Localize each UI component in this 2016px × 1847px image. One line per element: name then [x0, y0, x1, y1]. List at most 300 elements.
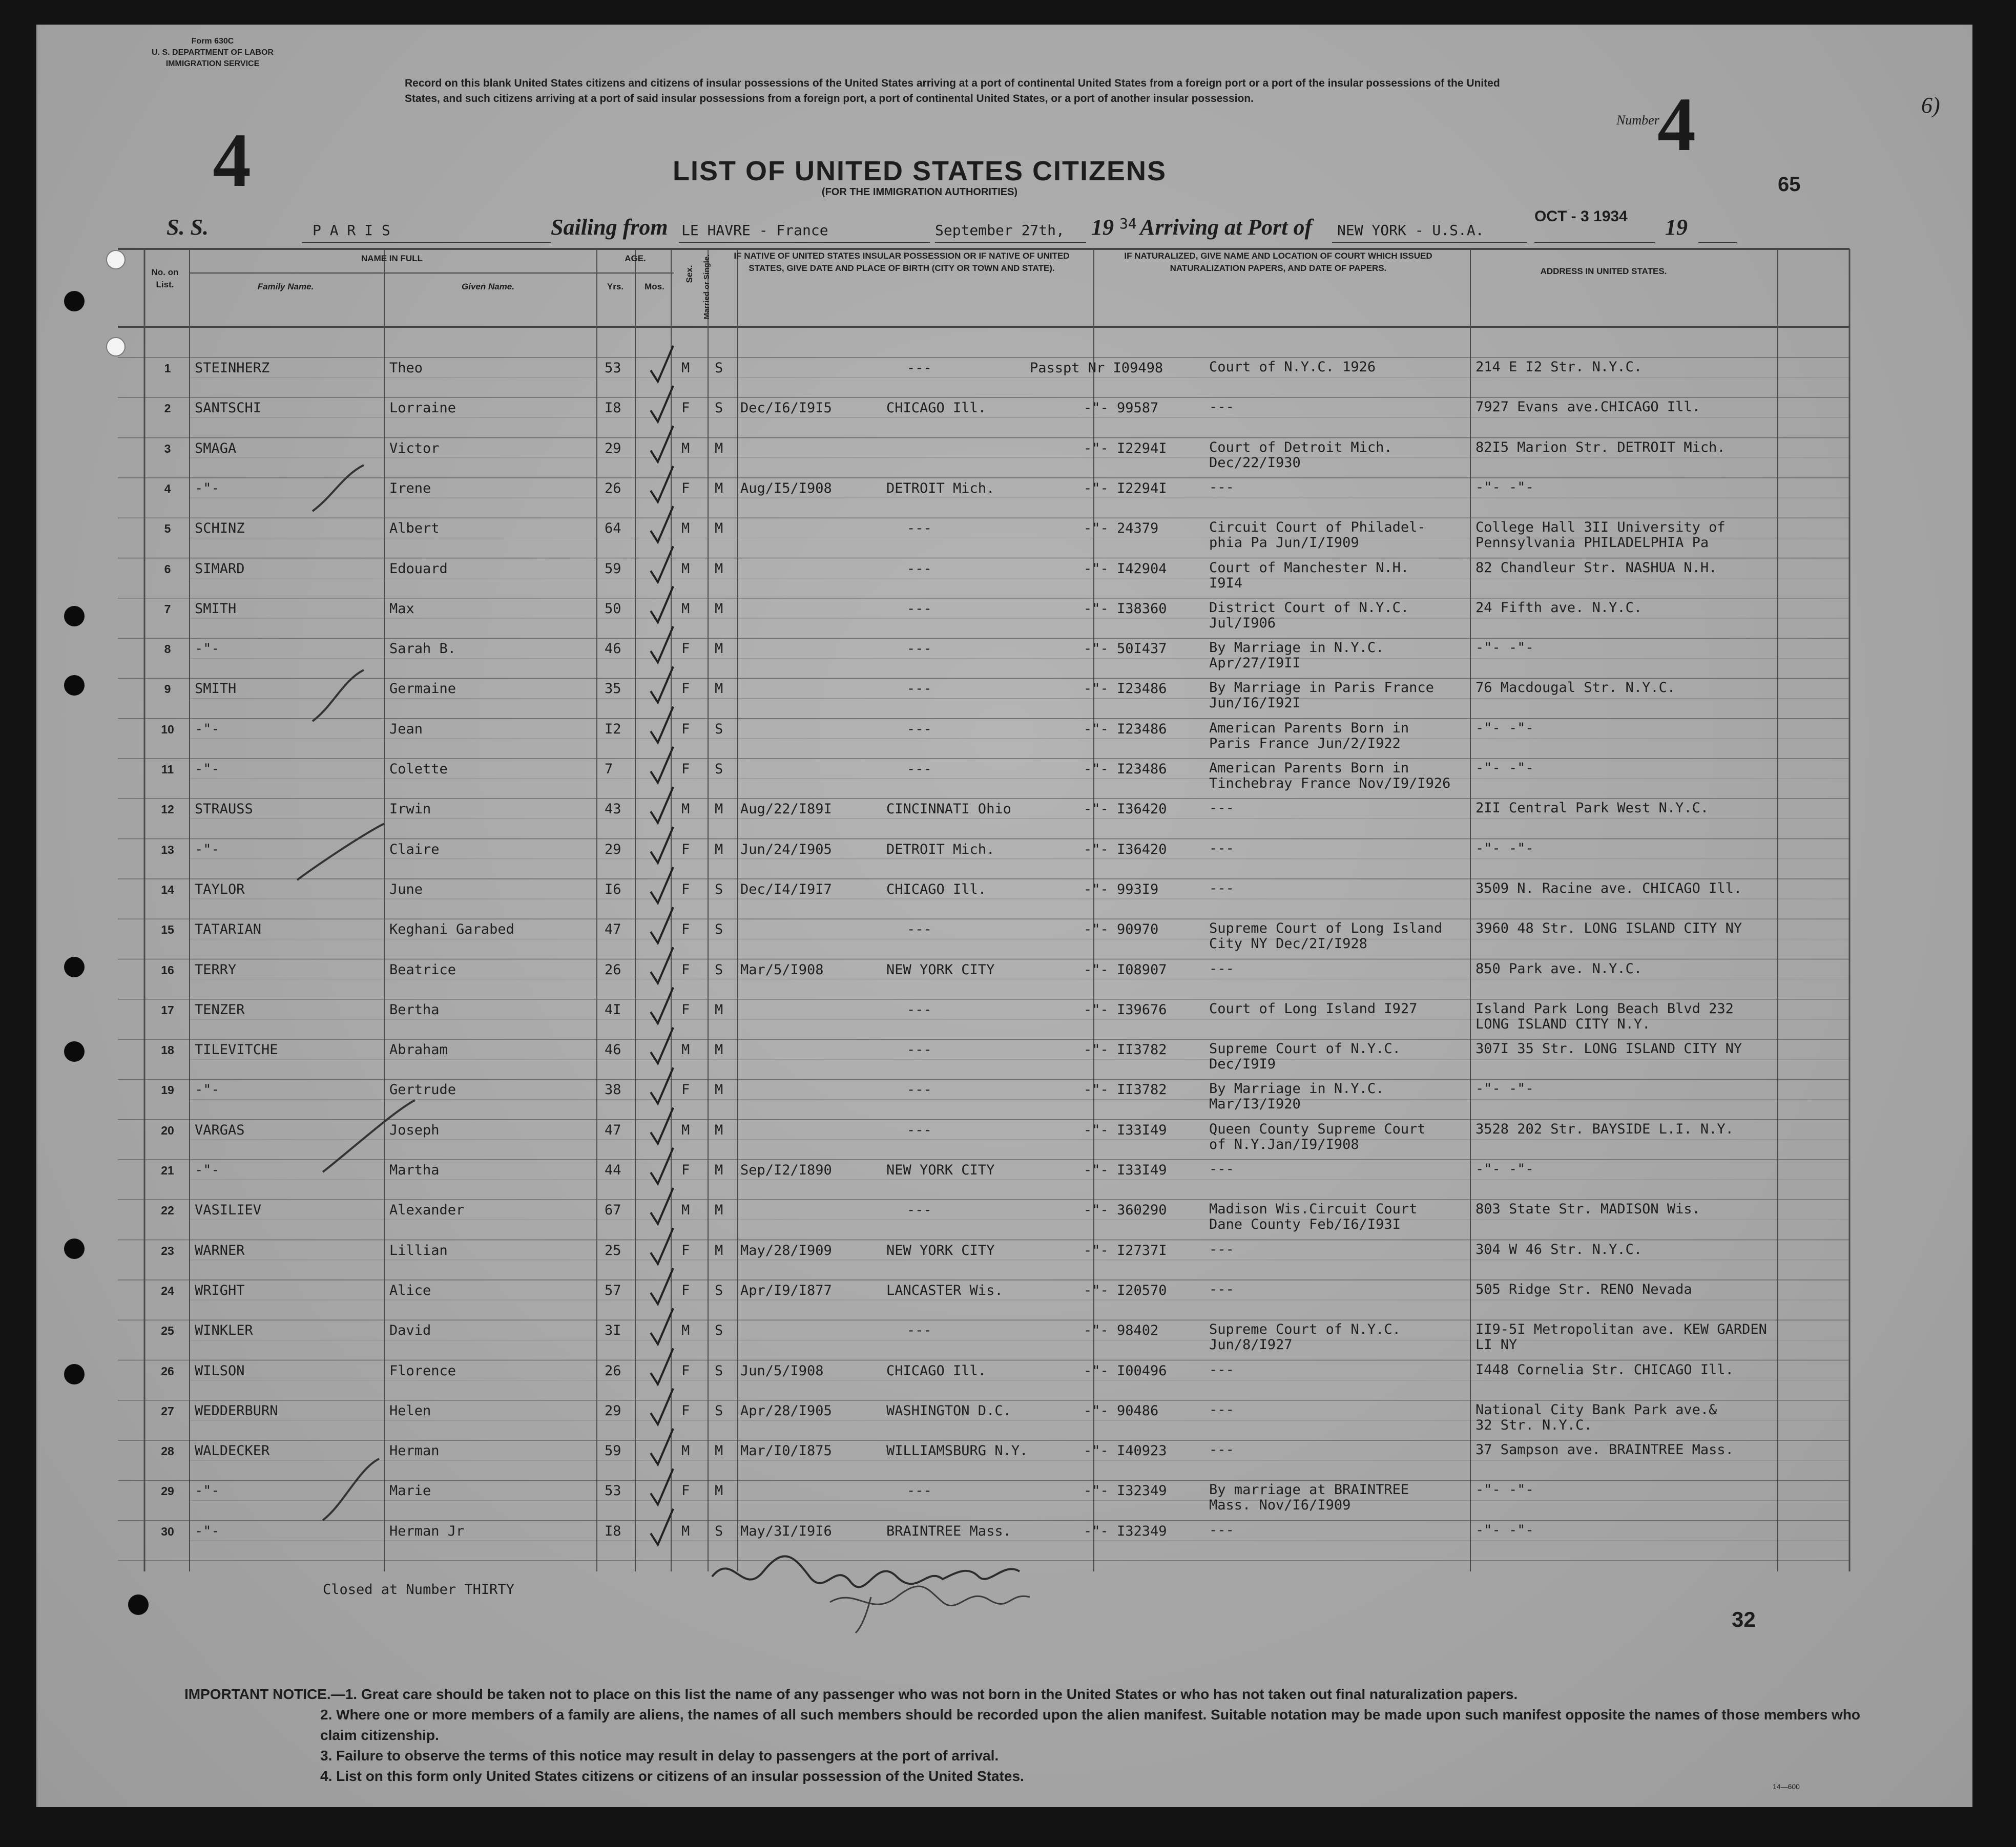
inspector-signature	[702, 1541, 1122, 1638]
row-number: 20	[161, 1123, 174, 1137]
naturalization-court: Mar/I3/I920	[1209, 1096, 1301, 1113]
department-name: U. S. DEPARTMENT OF LABOR	[152, 48, 274, 57]
marital-status: S	[715, 360, 723, 376]
passport-number: -"- 50I437	[1084, 641, 1167, 657]
address: Pennsylvania PHILADELPHIA Pa	[1475, 535, 1709, 551]
given-name: Alice	[389, 1282, 431, 1298]
naturalization-court: City NY Dec/2I/I928	[1209, 936, 1367, 952]
sailing-label: Sailing from	[551, 215, 668, 240]
marital-status: S	[715, 1323, 723, 1339]
family-name: VASILIEV	[195, 1202, 262, 1219]
birth-place: ---	[907, 921, 932, 938]
family-name: TATARIAN	[195, 921, 262, 938]
given-name: Bertha	[389, 1001, 440, 1018]
passport-number: -"- I23486	[1084, 761, 1167, 777]
birth-date: Mar/I0/I875	[740, 1443, 832, 1459]
handwritten-annotation	[297, 824, 384, 880]
naturalization-court: Jun/I6/I92I	[1209, 695, 1301, 711]
naturalization-court: ---	[1209, 1241, 1234, 1257]
check-mark	[651, 1509, 673, 1545]
row-number: 1	[164, 362, 171, 375]
sex: M	[681, 600, 690, 617]
birth-place: DETROIT Mich.	[886, 841, 995, 857]
family-name: TILEVITCHE	[195, 1042, 278, 1058]
naturalization-court: ---	[1209, 399, 1234, 415]
family-name: -"-	[195, 721, 220, 737]
address: 307I 35 Str. LONG ISLAND CITY NY	[1475, 1041, 1742, 1057]
col-header-name: NAME IN FULL	[361, 254, 423, 263]
naturalization-court: Queen County Supreme Court	[1209, 1121, 1426, 1137]
birth-place: CHICAGO Ill.	[886, 1362, 987, 1379]
age-years: I6	[605, 881, 621, 897]
check-mark	[651, 626, 673, 662]
given-name: Lillian	[389, 1242, 448, 1258]
sex: F	[681, 1402, 690, 1419]
passport-number: -"- I32349	[1084, 1523, 1167, 1539]
marital-status: S	[715, 1282, 723, 1298]
marital-status: M	[715, 1443, 723, 1459]
address: National City Bank Park ave.&	[1475, 1401, 1717, 1418]
handwritten-annotation	[323, 1459, 379, 1520]
birth-date: May/28/I909	[740, 1242, 832, 1258]
family-name: -"-	[195, 1162, 220, 1178]
naturalization-court: Paris France Jun/2/I922	[1209, 735, 1401, 751]
naturalization-court: Supreme Court of N.Y.C.	[1209, 1321, 1401, 1338]
row-number: 28	[161, 1444, 174, 1458]
check-mark	[651, 747, 673, 783]
birth-place: WILLIAMSBURG N.Y.	[886, 1443, 1028, 1459]
marital-status: M	[715, 600, 723, 617]
notice-label: IMPORTANT NOTICE.—	[184, 1686, 345, 1702]
form-number: Form 630C	[191, 37, 234, 46]
naturalization-court: ---	[1209, 840, 1234, 856]
punch-hole	[106, 250, 126, 269]
marital-status: S	[715, 721, 723, 737]
sex: M	[681, 1042, 690, 1058]
age-years: 47	[605, 1122, 621, 1138]
given-name: Irene	[389, 480, 431, 496]
number-label: Number	[1616, 113, 1659, 128]
family-name: -"-	[195, 480, 220, 496]
naturalization-court: phia Pa Jun/I/I909	[1209, 535, 1359, 551]
given-name: Helen	[389, 1402, 431, 1419]
address: 24 Fifth ave. N.Y.C.	[1475, 599, 1643, 616]
arrival-date-stamp: OCT - 3 1934	[1534, 208, 1628, 225]
family-name: SCHINZ	[195, 520, 245, 537]
check-mark	[651, 1027, 673, 1063]
address: 304 W 46 Str. N.Y.C.	[1475, 1241, 1643, 1257]
naturalization-court: Court of Manchester N.H.	[1209, 559, 1409, 576]
page-number-stamp: 32	[1732, 1607, 1756, 1631]
family-name: -"-	[195, 1523, 220, 1539]
family-name: -"-	[195, 1082, 220, 1098]
passport-number: -"- I33I49	[1084, 1162, 1167, 1178]
handwritten-annotation	[313, 465, 364, 511]
passport-number: -"- I23486	[1084, 721, 1167, 737]
left-list-mark: 4	[213, 118, 251, 203]
naturalization-court: ---	[1209, 1281, 1234, 1297]
age-years: 35	[605, 681, 621, 697]
naturalization-court: By marriage at BRAINTREE	[1209, 1482, 1409, 1498]
family-name: STEINHERZ	[195, 360, 270, 376]
address: -"- -"-	[1475, 840, 1534, 856]
sex: F	[681, 1282, 690, 1298]
row-number: 25	[161, 1324, 174, 1338]
sex: F	[681, 641, 690, 657]
birth-date: May/3I/I9I6	[740, 1523, 832, 1539]
check-mark	[651, 707, 673, 743]
naturalization-court: ---	[1209, 1361, 1234, 1378]
birth-place: ---	[907, 721, 932, 737]
given-name: David	[389, 1323, 431, 1339]
passport-number: -"- I23486	[1084, 681, 1167, 697]
address: Island Park Long Beach Blvd 232	[1475, 1000, 1734, 1017]
given-name: Claire	[389, 841, 440, 857]
list-number: 4	[1657, 82, 1696, 167]
naturalization-court: ---	[1209, 479, 1234, 495]
col-header-family: Family Name.	[257, 282, 314, 291]
given-name: Marie	[389, 1483, 431, 1499]
age-years: 38	[605, 1082, 621, 1098]
birth-place: CHICAGO Ill.	[886, 881, 987, 897]
birth-place: DETROIT Mich.	[886, 480, 995, 496]
marital-status: M	[715, 1042, 723, 1058]
row-number: 9	[164, 682, 171, 696]
given-name: Herman Jr	[389, 1523, 465, 1539]
address: 7927 Evans ave.CHICAGO Ill.	[1475, 399, 1700, 415]
sex: M	[681, 520, 690, 537]
given-name: Joseph	[389, 1122, 440, 1138]
sailing-date: September 27th,	[935, 222, 1065, 239]
naturalization-court: Dec/22/I930	[1209, 454, 1301, 471]
address: 850 Park ave. N.Y.C.	[1475, 960, 1643, 977]
punch-hole	[64, 957, 85, 977]
naturalization-court: By Marriage in N.Y.C.	[1209, 1081, 1384, 1097]
naturalization-court: District Court of N.Y.C.	[1209, 599, 1409, 616]
birth-place: CHICAGO Ill.	[886, 400, 987, 416]
given-name: Herman	[389, 1443, 440, 1459]
sex: F	[681, 921, 690, 938]
row-number: 17	[161, 1003, 174, 1017]
check-mark	[651, 1349, 673, 1384]
birth-place: ---	[907, 1122, 932, 1138]
sex: F	[681, 480, 690, 496]
age-years: I8	[605, 1523, 621, 1539]
birth-date: Sep/I2/I890	[740, 1162, 832, 1178]
age-years: 7	[605, 761, 613, 777]
service-name: IMMIGRATION SERVICE	[165, 59, 260, 68]
form-print-code: 14—600	[1773, 1782, 1800, 1791]
notice-item-2: 2. Where one or more members of a family are aliens, the names of all such members should be recorded upon the alien manifest. Suitable notation may be made upon such manifest opposite the names of those members who claim citizenship.	[320, 1707, 1861, 1743]
given-name: Keghani Garabed	[389, 921, 514, 938]
birth-date: Apr/28/I905	[740, 1402, 832, 1419]
check-mark	[651, 1468, 673, 1504]
address: -"- -"-	[1475, 720, 1534, 736]
birth-place: ---	[907, 1042, 932, 1058]
given-name: Gertrude	[389, 1082, 456, 1098]
passport-number: -"- I33I49	[1084, 1122, 1167, 1138]
age-years: 67	[605, 1202, 621, 1219]
col-header-address: ADDRESS IN UNITED STATES.	[1540, 266, 1667, 276]
check-mark	[651, 586, 673, 622]
address: II9-5I Metropolitan ave. KEW GARDEN	[1475, 1321, 1767, 1338]
given-name: Beatrice	[389, 961, 456, 978]
birth-place: BRAINTREE Mass.	[886, 1523, 1011, 1539]
passport-number: -"- I42904	[1084, 560, 1167, 577]
address: College Hall 3II University of	[1475, 519, 1726, 536]
marital-status: M	[715, 1242, 723, 1258]
address: 505 Ridge Str. RENO Nevada	[1475, 1281, 1692, 1297]
form-title: LIST OF UNITED STATES CITIZENS	[673, 156, 1167, 186]
sex: F	[681, 841, 690, 857]
check-mark	[651, 1108, 673, 1144]
passport-number: -"- I40923	[1084, 1443, 1167, 1459]
naturalization-court: ---	[1209, 1401, 1234, 1418]
given-name: Albert	[389, 520, 440, 537]
address: 214 E I2 Str. N.Y.C.	[1475, 359, 1643, 375]
family-name: STRAUSS	[195, 801, 253, 817]
marital-status: M	[715, 560, 723, 577]
naturalization-court: Court of Long Island I927	[1209, 1000, 1418, 1017]
birth-place: ---	[907, 1001, 932, 1018]
age-years: 50	[605, 600, 621, 617]
naturalization-court: Dane County Feb/I6/I93I	[1209, 1216, 1401, 1233]
sex: M	[681, 560, 690, 577]
passport-number: -"- I2294I	[1084, 480, 1167, 496]
passport-number: -"- I2737I	[1084, 1242, 1167, 1258]
row-number: 18	[161, 1043, 174, 1057]
col-header-no: No. on List.	[151, 267, 179, 289]
naturalization-court: Court of Detroit Mich.	[1209, 439, 1393, 455]
family-name: VARGAS	[195, 1122, 245, 1138]
family-name: WRIGHT	[195, 1282, 245, 1298]
check-mark	[651, 426, 673, 462]
check-mark	[651, 1188, 673, 1224]
col-header-given: Given Name.	[462, 282, 514, 291]
age-years: 3I	[605, 1323, 621, 1339]
age-years: 29	[605, 440, 621, 456]
naturalization-court: of N.Y.Jan/I9/I908	[1209, 1136, 1359, 1152]
address: 82 Chandleur Str. NASHUA N.H.	[1475, 559, 1717, 576]
row-number: 12	[161, 803, 174, 816]
form-identifier	[146, 36, 279, 70]
punch-hole	[64, 606, 85, 626]
ship-name: P A R I S	[313, 222, 390, 239]
sailing-year: 34	[1119, 215, 1137, 232]
birth-date: Dec/I6/I9I5	[740, 400, 832, 416]
marital-status: M	[715, 681, 723, 697]
passport-number: -"- II3782	[1084, 1082, 1167, 1098]
arriving-label: Arriving at Port of	[1140, 215, 1313, 240]
marital-status: M	[715, 440, 723, 456]
birth-place: NEW YORK CITY	[886, 1242, 995, 1258]
ss-label: S. S.	[167, 215, 209, 240]
row-number: 5	[164, 522, 171, 536]
birth-date: Dec/I4/I9I7	[740, 881, 832, 897]
row-number: 6	[164, 562, 171, 576]
age-years: 57	[605, 1282, 621, 1298]
address: 37 Sampson ave. BRAINTREE Mass.	[1475, 1442, 1734, 1458]
sex: F	[681, 1483, 690, 1499]
family-name: -"-	[195, 841, 220, 857]
row-number: 19	[161, 1083, 174, 1097]
family-name: TERRY	[195, 961, 237, 978]
birth-place: WASHINGTON D.C.	[886, 1402, 1011, 1419]
naturalization-court: American Parents Born in	[1209, 720, 1409, 736]
birth-place: ---	[907, 641, 932, 657]
passport-number: -"- I08907	[1084, 961, 1167, 978]
naturalization-court: ---	[1209, 960, 1234, 977]
family-name: TENZER	[195, 1001, 245, 1018]
family-name: -"-	[195, 641, 220, 657]
col-header-yrs: Yrs.	[607, 282, 624, 291]
naturalization-court: Tinchebray France Nov/I9/I926	[1209, 775, 1451, 791]
marital-status: M	[715, 520, 723, 537]
sex: F	[681, 1362, 690, 1379]
naturalization-court: Apr/27/I9II	[1209, 655, 1301, 671]
naturalization-court: By Marriage in Paris France	[1209, 680, 1434, 696]
given-name: June	[389, 881, 423, 897]
sex: M	[681, 1323, 690, 1339]
marital-status: M	[715, 1202, 723, 1219]
family-name: -"-	[195, 1483, 220, 1499]
passport-number: -"- I32349	[1084, 1483, 1167, 1499]
passport-number: -"- 99587	[1084, 400, 1159, 416]
row-number: 7	[164, 602, 171, 616]
age-years: 29	[605, 1402, 621, 1419]
age-years: 53	[605, 1483, 621, 1499]
naturalization-court: ---	[1209, 880, 1234, 896]
birth-place: ---	[907, 1082, 932, 1098]
form-instructions: Record on this blank United States citizens and citizens of insular possessions of the United States arriving at a port of continental United States from a foreign port or a port of the insular possessions of the United States, and such citizens arriving at a port of said insular possessions from a foreign port, a port of continental United States, or a port of another insular possession.	[405, 77, 1500, 104]
check-mark	[651, 346, 673, 382]
sex: F	[681, 681, 690, 697]
address: 3509 N. Racine ave. CHICAGO Ill.	[1475, 880, 1742, 896]
punch-hole	[64, 1364, 85, 1384]
family-name: WEDDERBURN	[195, 1402, 278, 1419]
check-mark	[651, 948, 673, 983]
passport-number: -"- I39676	[1084, 1001, 1167, 1018]
family-name: WILSON	[195, 1362, 245, 1379]
age-years: 59	[605, 560, 621, 577]
family-name: SMITH	[195, 681, 237, 697]
notice-item-4: 4. List on this form only United States citizens or citizens of an insular possession of the United States.	[320, 1768, 1024, 1784]
naturalization-court: ---	[1209, 1522, 1234, 1538]
check-mark	[651, 1067, 673, 1103]
given-name: Theo	[389, 360, 423, 376]
age-years: 47	[605, 921, 621, 938]
address: 803 State Str. MADISON Wis.	[1475, 1201, 1700, 1218]
given-name: Jean	[389, 721, 423, 737]
birth-place: ---	[907, 1202, 932, 1219]
birth-place: NEW YORK CITY	[886, 1162, 995, 1178]
sex: F	[681, 400, 690, 416]
naturalization-court: Mass. Nov/I6/I909	[1209, 1497, 1351, 1514]
address: 3960 48 Str. LONG ISLAND CITY NY	[1475, 920, 1742, 937]
check-mark	[651, 547, 673, 582]
marital-status: S	[715, 961, 723, 978]
naturalization-court: Supreme Court of N.Y.C.	[1209, 1041, 1401, 1057]
passport-number: -"- I38360	[1084, 600, 1167, 617]
sex: M	[681, 1122, 690, 1138]
col-header-sex: Sex.	[684, 265, 694, 283]
naturalization-court: Jun/8/I927	[1209, 1337, 1293, 1353]
address: -"- -"-	[1475, 1482, 1534, 1498]
marital-status: S	[715, 1402, 723, 1419]
row-number: 2	[164, 402, 171, 415]
given-name: Florence	[389, 1362, 456, 1379]
given-name: Colette	[389, 761, 448, 777]
marital-status: S	[715, 761, 723, 777]
address: -"- -"-	[1475, 479, 1534, 495]
passport-number: -"- I20570	[1084, 1282, 1167, 1298]
marital-status: M	[715, 801, 723, 817]
row-number: 13	[161, 843, 174, 856]
handwritten-annotation	[313, 670, 364, 721]
row-number: 22	[161, 1204, 174, 1218]
check-mark	[651, 1148, 673, 1184]
check-mark	[651, 867, 673, 903]
col-header-birth: IF NATIVE OF UNITED STATES INSULAR POSSESSION OR IF NATIVE OF UNITED STATES, GIVE DATE AND PLACE OF BIRTH (CITY OR TOWN AND STATE).	[734, 251, 1070, 273]
naturalization-court: I9I4	[1209, 575, 1243, 591]
sex: M	[681, 360, 690, 376]
birth-date: Jun/24/I905	[740, 841, 832, 857]
closing-note: Closed at Number THIRTY	[323, 1582, 514, 1598]
row-number: 8	[164, 642, 171, 656]
sailing-port: LE HAVRE - France	[681, 222, 828, 239]
sex: F	[681, 1082, 690, 1098]
family-name: WARNER	[195, 1242, 245, 1258]
given-name: Edouard	[389, 560, 448, 577]
birth-place: ---	[907, 1323, 932, 1339]
address: -"- -"-	[1475, 640, 1534, 656]
row-number: 4	[164, 481, 171, 495]
arrival-port: NEW YORK - U.S.A.	[1337, 222, 1484, 239]
given-name: Alexander	[389, 1202, 465, 1219]
marital-status: M	[715, 841, 723, 857]
check-mark	[651, 1308, 673, 1344]
given-name: Victor	[389, 440, 440, 456]
sex: F	[681, 721, 690, 737]
age-years: 43	[605, 801, 621, 817]
sex: F	[681, 881, 690, 897]
naturalization-court: ---	[1209, 800, 1234, 816]
marital-status: S	[715, 1362, 723, 1379]
row-number: 14	[161, 883, 174, 896]
row-number: 21	[161, 1164, 174, 1177]
birth-place: ---	[907, 1483, 932, 1499]
family-name: SMITH	[195, 600, 237, 617]
sex: M	[681, 1443, 690, 1459]
sex: M	[681, 1202, 690, 1219]
sex: M	[681, 801, 690, 817]
row-number: 3	[164, 442, 171, 455]
sex: F	[681, 761, 690, 777]
birth-place: ---	[907, 600, 932, 617]
marital-status: M	[715, 1082, 723, 1098]
check-mark	[651, 506, 673, 542]
passport-number: -"- II3782	[1084, 1042, 1167, 1058]
given-name: Martha	[389, 1162, 440, 1178]
age-years: 25	[605, 1242, 621, 1258]
row-number: 30	[161, 1524, 174, 1538]
address: I448 Cornelia Str. CHICAGO Ill.	[1475, 1361, 1734, 1378]
marital-status: S	[715, 921, 723, 938]
marital-status: S	[715, 400, 723, 416]
passport-number: -"- I36420	[1084, 841, 1167, 857]
marital-status: M	[715, 641, 723, 657]
row-number: 15	[161, 923, 174, 937]
